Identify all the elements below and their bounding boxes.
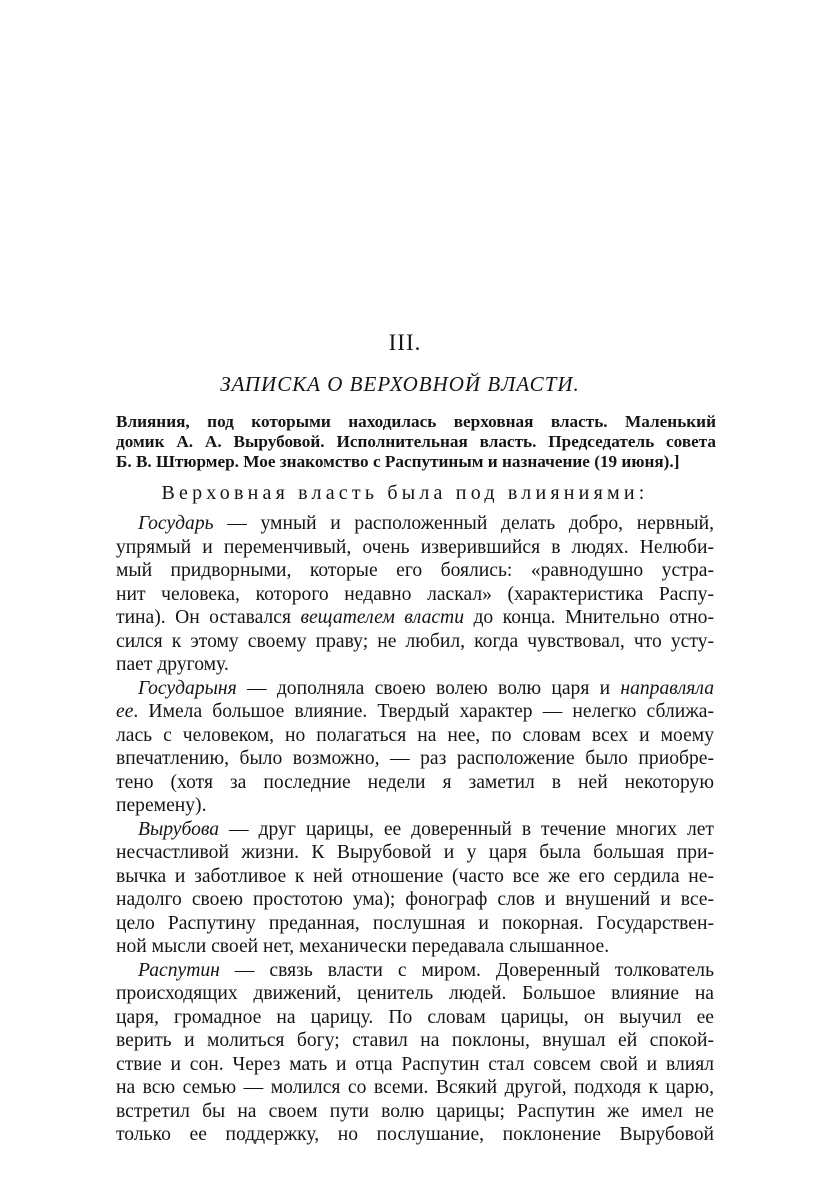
text-line: ной мысли своей нет, механически передавала слышанное. (116, 936, 610, 957)
paragraph-vyrubova (116, 818, 714, 959)
term-sovereign: Государь (138, 513, 214, 534)
text-line: только ее поддержку, но послушание, поклонение Вырубовой (116, 1124, 714, 1145)
text-line: встретил бы на своем пути волю царицы; Распутин же имел не (116, 1100, 714, 1122)
term-power-proclaimer: вещателем власти (300, 607, 465, 628)
text-line: сился к этому своему праву; не любил, когда чувствовал, что усту- (116, 630, 714, 652)
summary-line: Влияния, под которыми находилась верховная власть. Маленький (116, 412, 716, 431)
text-line (116, 959, 714, 983)
text-line: пает другому. (116, 654, 229, 675)
text-line: царя, громадное на царицу. По словам царицы, он выучил ее (116, 1006, 714, 1028)
paragraph-empress (116, 677, 714, 818)
paragraph-sovereign (116, 512, 714, 677)
text-line: мый придворными, которые его боялись: «равнодушно устра- (116, 560, 714, 581)
text-line: надолго своею простотою ума); фонограф слов и внушений и все- (116, 889, 714, 910)
term-her: ее (116, 701, 134, 722)
term-empress: Государыня (138, 677, 237, 699)
body-text (116, 512, 714, 1147)
line-text: — друг царицы, ее доверенный в течение многих лет (219, 818, 714, 840)
line-text: — дополняла своею волею волю царя и (236, 677, 621, 699)
summary-line: домик А. А. Вырубовой. Исполнительная власть. Председатель совета (116, 432, 716, 451)
chapter-number: III. (388, 330, 422, 355)
text-line: нит человека, которого недавно ласкал» (характеристика Распу- (116, 583, 714, 605)
line-text: до конца. Мнительно отно- (464, 607, 714, 628)
line-text: — связь власти с миром. Доверенный толкователь (219, 959, 714, 981)
term-vyrubova: Вырубова (138, 818, 220, 840)
text-line: тено (хотя за последние недели я заметил в ней некоторую (116, 771, 714, 793)
text-line (116, 512, 714, 536)
text-line: перемену). (116, 795, 207, 816)
line-text: тина). Он оставался (116, 607, 301, 628)
text-line: ствие и сон. Через мать и отца Распутин стал совсем свой и влиял (116, 1053, 714, 1075)
line-text: — умный и расположенный делать добро, нервный, (213, 513, 714, 534)
text-line: вычка и заботливое к ней отношение (часто все же его сердила не- (116, 865, 714, 887)
chapter-summary (116, 412, 716, 472)
term-directed: направляла (620, 677, 714, 699)
text-line (116, 606, 714, 630)
text-line: цело Распутину преданная, послушная и покорная. Государствен- (116, 912, 714, 934)
paragraph-rasputin (116, 959, 714, 1147)
text-line: лась с человеком, но полагаться на нее, по словам всех и моему (116, 724, 714, 746)
text-line (116, 677, 714, 701)
line-text: . Имела большое влияние. Твердый характер — нелегко сближа- (133, 701, 714, 722)
lead-sentence: Верховная власть была под влияниями: (161, 482, 649, 504)
text-line: впечатлению, было возможно, — раз расположение было приобре- (116, 748, 714, 769)
summary-line: Б. В. Штюрмер. Мое знакомство с Распутиным и назначение (19 июня).] (116, 452, 680, 471)
chapter-title: ЗАПИСКА О ВЕРХОВНОЙ ВЛАСТИ. (220, 372, 580, 396)
text-line: несчастливой жизни. К Вырубовой и у царя была большая при- (116, 842, 714, 863)
text-line (116, 818, 714, 842)
text-line: на всю семью — молился со всеми. Всякий другой, подходя к царю, (116, 1077, 714, 1098)
text-line (116, 700, 714, 724)
text-line: упрямый и переменчивый, очень изверившийся в людях. Нелюби- (116, 536, 714, 558)
text-line: происходящих движений, ценитель людей. Большое влияние на (116, 983, 714, 1004)
term-rasputin: Распутин (138, 959, 220, 981)
text-line: верить и молиться богу; ставил на поклоны, внушал ей спокой- (116, 1030, 714, 1051)
